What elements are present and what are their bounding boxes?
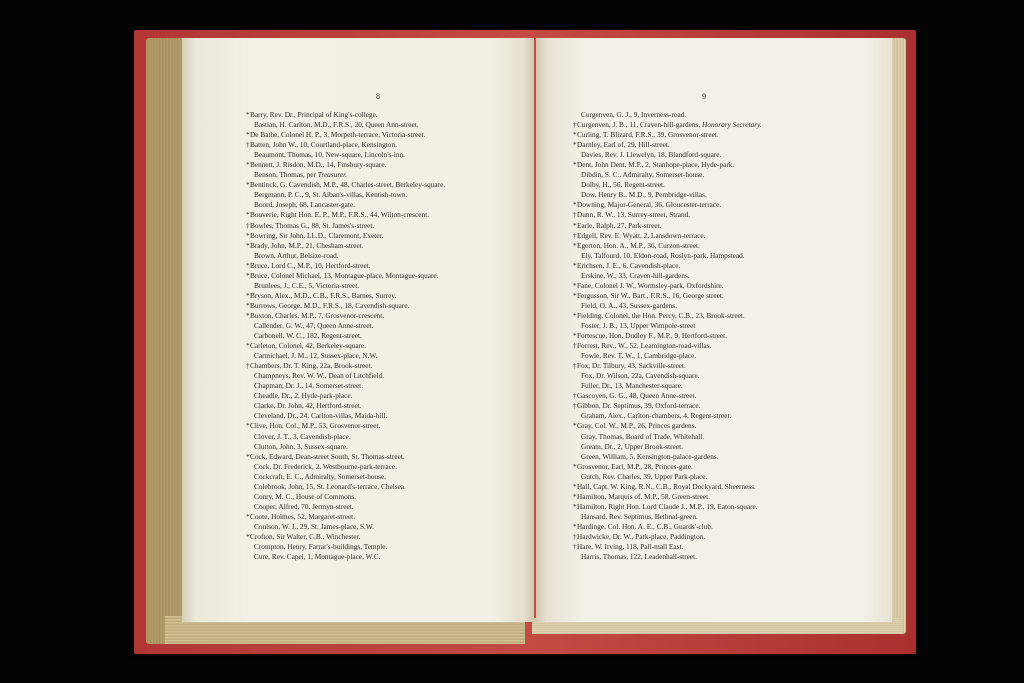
list-item (250, 492, 445, 502)
entry-text: Boord, Joseph, 68, Lancaster-gate. (254, 200, 355, 210)
list-item (577, 190, 762, 200)
list-item (573, 401, 762, 411)
list-item (250, 351, 445, 361)
entry-mark: † (573, 401, 577, 411)
list-item (246, 361, 445, 371)
list-item (246, 210, 445, 220)
list-item (250, 321, 445, 331)
entry-text: Hamilton, Marquis of, M.P., 58, Green-street. (577, 491, 710, 501)
list-item (250, 442, 445, 452)
entry-text: Curgenven, G. J., 9, Inverness-road. (581, 110, 687, 119)
entry-text: Batten, John W., 10, Courtland-place, Kensington. (250, 140, 397, 150)
list-item (573, 260, 762, 271)
entry-mark: † (573, 531, 577, 541)
list-item (573, 200, 762, 210)
entry-mark: † (246, 140, 250, 150)
entry-text: Clover, J. T., 3, Cavendish-place. (254, 431, 351, 441)
list-item (250, 150, 445, 160)
list-item (577, 321, 762, 331)
entry-text: Bruce, Colonel Michael, 13, Montague-place, Montague-square. (250, 270, 439, 280)
list-item (577, 512, 762, 522)
list-item (250, 411, 445, 421)
entry-text: Downing, Major-General, 36, Gloucester-terrace. (577, 200, 722, 210)
entry-text: Gascoyen, G. G., 48, Queen Anne-street. (577, 391, 697, 401)
entry-text: Champneys, Rev. W. W., Dean of Litchfield. (254, 371, 385, 381)
list-item (250, 542, 445, 552)
list-item (577, 351, 762, 361)
list-item (573, 421, 762, 431)
list-item (573, 120, 762, 130)
list-item (250, 381, 445, 391)
entry-text: Erskine, W., 33, Craven-hill-gardens. (581, 270, 690, 280)
entry-mark: * (246, 310, 250, 320)
entry-text: Darnley, Earl of, 29, Hill-street. (577, 140, 670, 150)
entry-text: Cock, Dr. Frederick, 2, Westbourne-park-terrace. (254, 461, 397, 471)
entry-mark: * (573, 280, 577, 290)
list-item (573, 521, 762, 532)
entry-mark: * (246, 240, 250, 250)
entry-text: Hamilton, Right Hon. Lord Claude J., M.P., 19, Eaton-square. (577, 501, 758, 511)
entry-text: Gray, Col. W., M.P., 26, Princes gardens. (577, 421, 697, 431)
entry-text: Burrows, George, M.D., F.R.S., 18, Cavendish-square. (250, 300, 410, 310)
entry-text: Benson, Thomas, per (254, 170, 318, 180)
list-item (573, 220, 762, 231)
list-item (577, 452, 762, 462)
entry-mark: * (573, 260, 577, 270)
list-item (250, 552, 445, 562)
entry-text: Bowles, Thomas G., 88, St. James's-street. (250, 220, 375, 230)
list-item (250, 432, 445, 442)
entry-text: Foster, J. B., 13, Upper Wimpole-street (581, 320, 696, 330)
page-number: 8 (376, 92, 380, 101)
entry-text: Chapman, Dr. J., 14, Somerset-street. (254, 381, 364, 391)
list-item (577, 432, 762, 442)
entry-text: Hardwicke, Dr. W., Park-place, Paddington. (577, 531, 706, 541)
list-item (246, 220, 445, 231)
member-list (573, 110, 762, 562)
entry-text: Edgell, Rev. E. Wyatt, 2, Lansdown-terrace. (577, 230, 706, 240)
entry-mark: * (246, 130, 250, 140)
entry-text: Carleton, Colonel, 42, Berkeley-square. (250, 341, 367, 351)
list-item (577, 371, 762, 381)
entry-text: Harris, Thomas, 122, Leadenhall-street. (581, 552, 697, 562)
entry-text: De Bathe, Colonel H. P., 3, Morpeth-terrace, Victoria-street. (250, 130, 426, 140)
entry-mark: * (246, 160, 250, 170)
list-item (250, 120, 445, 130)
entry-text: Hare, W. Irving, 118, Pall-mall East. (577, 542, 684, 552)
entry-text: Crofton, Sir Walter, C.B., Winchester. (250, 531, 361, 541)
list-item (246, 180, 446, 190)
entry-text: Fane, Colonel J. W., Wormsley-park, Oxfordshire. (577, 280, 724, 290)
list-item (577, 472, 762, 482)
entry-mark: * (246, 511, 250, 521)
entry-text: Carmichael, J. M., 12, Sussex-place, N.W. (254, 351, 378, 361)
list-item (246, 270, 445, 281)
entry-text: Gibbon, Dr. Septimus, 39, Oxford-terrace. (577, 401, 701, 411)
entry-mark: * (573, 461, 577, 471)
entry-text: Coote, Holmes, 52, Margaret-street. (250, 511, 356, 521)
entry-text: Ely, Talfourd, 10, Eldon-road, Roslyn-park, Hampstead. (581, 250, 745, 260)
list-item (250, 502, 445, 512)
list-item (246, 140, 445, 150)
list-item (250, 170, 445, 180)
entry-mark: * (246, 230, 250, 240)
list-item (250, 462, 445, 472)
entry-text: Dent, John Dent, M.P., 2, Stanhope-place, Hyde-park. (577, 160, 735, 170)
list-item (573, 391, 762, 401)
entry-text: Clive, Hon. Col., M.P., 53, Grosvenor-street. (250, 421, 381, 431)
entry-text: Bergmann, P. C., 9, St. Alban's-villas, Kentish-town. (254, 190, 408, 200)
entry-text: Gutch, Rev. Charles, 39, Upper Park-place. (581, 471, 708, 481)
entry-text: Coulson, W. J., 29, St. James-place, S.W. (254, 521, 374, 531)
list-item (577, 170, 762, 180)
entry-text: Grosvenor, Earl, M.P., 28, Princes-gate. (577, 461, 693, 471)
entry-text: Cooper, Alfred, 70, Jermyn-street. (254, 501, 354, 511)
list-item (246, 110, 445, 120)
list-item (573, 542, 762, 552)
entry-text: Gream, Dr., 2, Upper Brook-street. (581, 441, 683, 451)
entry-text: Fortescue, Hon. Dudley F., M.P., 9, Hertford-street. (577, 331, 727, 341)
entry-text: Callender, G. W., 47, Queen Anne-street. (254, 320, 374, 330)
entry-text: Field, O. A., 43, Sussex-gardens. (581, 300, 678, 310)
list-item (573, 280, 762, 291)
list-item (577, 271, 762, 281)
entry-text: Fergusson, Sir W., Bart., F.R.S., 16, George street. (577, 290, 724, 300)
list-item (573, 230, 762, 241)
list-item (577, 150, 762, 160)
list-item (577, 301, 762, 311)
list-item (246, 451, 445, 462)
entry-mark: * (573, 220, 577, 230)
list-item (250, 482, 445, 492)
list-item (573, 310, 762, 321)
entry-mark: * (246, 260, 250, 270)
list-item (573, 140, 762, 150)
entry-mark: * (573, 521, 577, 531)
entry-text: Dunn, R. W., 13, Surrey-street, Strand. (577, 210, 691, 220)
entry-text: Carbonell, W. C., 182, Regent-street. (254, 331, 362, 341)
list-item (246, 421, 445, 431)
entry-mark: * (573, 200, 577, 210)
entry-mark: * (246, 180, 250, 190)
entry-mark: † (246, 361, 250, 371)
list-item (246, 260, 445, 271)
entry-text: Clutton, John, 3, Sussex-square. (254, 441, 348, 451)
list-item (573, 461, 762, 472)
entry-text: Cock, Edward, Dean-street South, St. Thomas-street. (250, 451, 405, 461)
entry-mark: † (573, 230, 577, 240)
list-item (577, 411, 762, 421)
list-item (573, 160, 762, 170)
entry-mark: * (573, 130, 577, 140)
list-item (573, 240, 762, 251)
entry-text: Bryson, Alex., M.D., C.B., F.R.S., Barnes, Surrey. (250, 290, 397, 300)
list-item (250, 522, 445, 532)
entry-mark: * (573, 501, 577, 511)
list-item (250, 190, 445, 200)
left-page (182, 38, 534, 622)
entry-mark: * (573, 481, 577, 491)
entry-text: Buxton, Charles, M.P., 7, Grosvenor-crescent. (250, 310, 385, 320)
list-item (573, 210, 762, 220)
list-item (250, 331, 445, 341)
entry-mark: * (246, 451, 250, 461)
entry-mark: † (573, 120, 577, 130)
entry-mark: † (573, 542, 577, 552)
entry-mark: * (573, 491, 577, 501)
list-item (246, 160, 445, 170)
entry-mark: * (246, 210, 250, 220)
entry-text: Bentinck, G. Cavendish, M.P., 48, Charles-street, Berkeley-square. (250, 180, 446, 190)
entry-text: Cure, Rev. Capel, 1, Montague-place, W.C. (254, 552, 381, 562)
entry-mark: * (246, 110, 250, 119)
entry-text: Crompton, Henry, Farrar's-buildings, Temple. (254, 542, 388, 552)
entry-mark: * (246, 270, 250, 280)
entry-text: Fielding, Colonel, the Hon. Percy, C.B., 23, Brook-street. (577, 310, 745, 320)
entry-text: Earle, Ralph, 27, Park-street. (577, 220, 662, 230)
list-item (573, 481, 762, 492)
list-item (573, 531, 762, 542)
list-item (573, 130, 762, 140)
entry-text: Chambers, Dr. T. King, 22a, Brook-street. (250, 361, 373, 371)
right-page (536, 38, 892, 622)
entry-mark: * (573, 290, 577, 300)
entry-mark: * (573, 310, 577, 320)
list-item (577, 442, 762, 452)
entry-text: Curling, T. Blizard, F.R.S., 39, Grosvenor-street. (577, 130, 719, 140)
entry-text: Clarke, Dr. John, 42, Hertford-street. (254, 401, 362, 411)
entry-mark: * (573, 240, 577, 250)
entry-text: Graham, Alex., Carlton-chambers, 4, Regent-street. (581, 411, 732, 421)
entry-text: Egerton, Hon. A., M.P., 36, Curzon-street. (577, 240, 700, 250)
list-item (577, 552, 762, 562)
entry-text: Bruce, Lord C., M.P., 10, Hertford-street. (250, 260, 371, 270)
entry-text: Barry, Rev. Dr., Principal of King's-college. (250, 110, 378, 119)
entry-text: Cockcraft, E. C., Admiralty, Somerset-house. (254, 471, 387, 481)
entry-text: Bastian, H. Carlton, M.D., F.R.S., 20, Queen Ann-street. (254, 120, 419, 130)
entry-text: Erichsen, J. E., 6, Cavendish-place. (577, 260, 681, 270)
entry-text: Dow, Henry B., M.D., 9, Pembridge-villas. (581, 190, 707, 200)
entry-text: Hansard, Rev. Septimus, Bethnal-green. (581, 511, 698, 521)
entry-text: Conry, M. C., House of Commons. (254, 491, 357, 501)
member-list (246, 110, 446, 562)
entry-text: Curgenven, J. B., 11, Craven-hill-gardens, (577, 120, 703, 130)
entry-text: Fowle, Rev. T. W., 1, Cambridge-place. (581, 351, 697, 361)
list-item (246, 310, 445, 321)
list-item (573, 290, 762, 301)
list-item (250, 200, 445, 210)
entry-text: Cheadle, Dr., 2, Hyde-park-place. (254, 391, 353, 401)
list-item (573, 331, 762, 341)
list-item (250, 251, 445, 261)
entry-mark: * (246, 300, 250, 310)
list-item (573, 501, 762, 512)
list-item (250, 391, 445, 401)
list-item (250, 281, 445, 291)
list-item (573, 361, 762, 371)
list-item (246, 290, 445, 301)
entry-mark: * (573, 421, 577, 431)
entry-mark: * (573, 331, 577, 341)
entry-text: Gray, Thomas, Board of Trade, Whitehall. (581, 431, 705, 441)
list-item (573, 491, 762, 502)
entry-text: Colebrook, John, 15, St. Leonard's-terrace, Chelsea. (254, 481, 406, 491)
entry-mark: † (573, 361, 577, 371)
list-item (577, 180, 762, 190)
list-item (577, 110, 762, 120)
entry-mark: † (573, 210, 577, 220)
entry-italic: Honorary Secretary. (702, 120, 762, 130)
entry-text: Brady, John, M.P., 21, Chesham-street. (250, 240, 364, 250)
entry-text: Green, William, 5, Kensington-palace-gardens. (581, 451, 719, 461)
page-number: 9 (702, 92, 706, 101)
entry-mark: * (246, 290, 250, 300)
list-item (577, 381, 762, 391)
list-item (250, 401, 445, 411)
entry-mark: * (246, 341, 250, 351)
list-item (246, 341, 445, 351)
entry-text: Bennett, J. Risdon, M.D., 14, Finsbury-square. (250, 160, 387, 170)
entry-text: Bouverie, Right Hon. E. P., M.P., F.R.S., 44, Wilton-crescent. (250, 210, 429, 220)
entry-italic: Treasurer. (317, 170, 347, 180)
list-item (577, 251, 762, 261)
entry-mark: † (573, 391, 577, 401)
list-item (573, 341, 762, 351)
entry-mark: * (246, 531, 250, 541)
entry-mark: * (246, 421, 250, 431)
entry-text: Fox, Dr. Wilson, 22a, Cavendish-square. (581, 371, 700, 381)
entry-text: Dibdin, S. C., Admiralty, Somerset-house. (581, 170, 705, 180)
entry-mark: † (573, 341, 577, 351)
list-item (246, 130, 445, 140)
entry-text: Brunlees, J., C.E., 5, Victoria-street. (254, 280, 360, 290)
entry-mark: * (573, 140, 577, 150)
entry-text: Davies, Rev. J. Llewelyn, 18, Blandford-square. (581, 150, 722, 160)
entry-text: Fox, Dr. Tilbury, 43, Sackville-street. (577, 361, 686, 371)
entry-text: Forrest, Rev., W., 52, Leamington-road-villas. (577, 341, 712, 351)
list-item (246, 531, 445, 542)
entry-text: Bowring, Sir John, LL.D., Claremont, Exeter. (250, 230, 384, 240)
entry-mark: † (246, 220, 250, 230)
entry-text: Brown, Arthur, Belsize-road. (254, 250, 339, 260)
entry-text: Cleveland, Dr., 24, Carlton-villas, Maida-hill. (254, 411, 388, 421)
list-item (246, 230, 445, 241)
entry-text: Beaumont, Thomas, 10, New-square, Lincoln's-inn. (254, 150, 405, 160)
list-item (250, 472, 445, 482)
entry-text: Dolby, H., 56, Regent-street. (581, 180, 665, 190)
entry-text: Hardinge, Col. Hon. A. E., C.B., Guards'-club. (577, 521, 713, 531)
list-item (246, 300, 445, 311)
list-item (250, 371, 445, 381)
list-item (246, 511, 445, 522)
entry-text: Hall, Capt. W. King, R.N., C.B., Royal Dockyard, Sheerness. (577, 481, 756, 491)
entry-mark: * (573, 160, 577, 170)
entry-text: Fuller, Dr., 13, Manchester-square. (581, 381, 683, 391)
list-item (246, 240, 445, 251)
